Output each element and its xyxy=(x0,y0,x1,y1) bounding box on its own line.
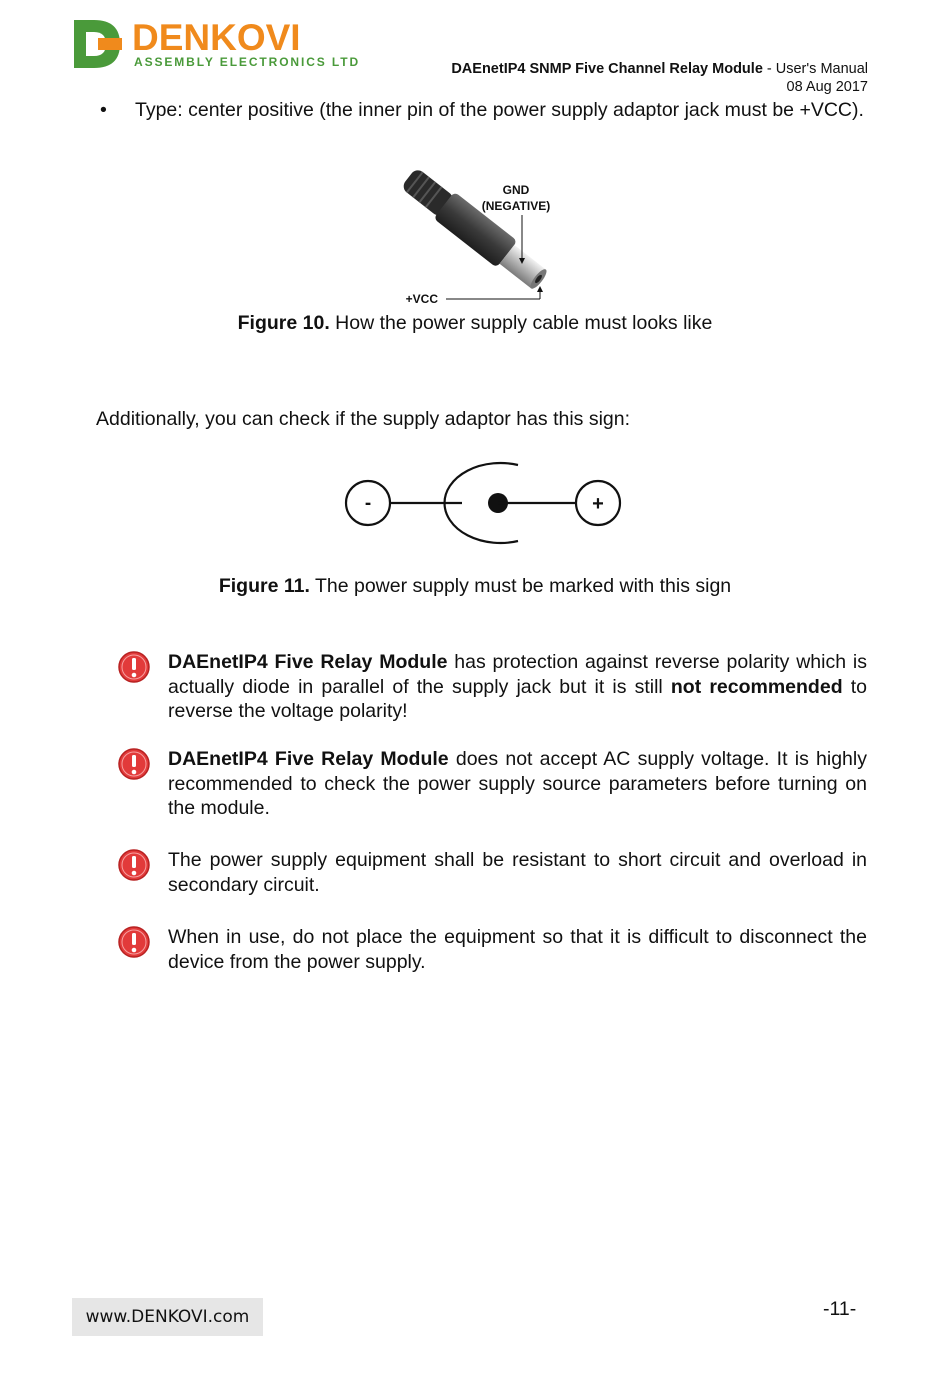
bullet-text: Type: center positive (the inner pin of the power supply adaptor jack must be +VCC). xyxy=(135,99,864,121)
warning-item xyxy=(115,848,867,897)
logo-tagline: ASSEMBLY ELECTRONICS LTD xyxy=(134,55,361,69)
minus-sign: - xyxy=(364,493,372,514)
warning-icon xyxy=(117,650,151,684)
figure-10-caption xyxy=(0,312,950,335)
vcc-label: +VCC xyxy=(405,292,438,306)
logo-name: DENKOVI xyxy=(132,17,301,58)
doc-title-bold: DAEnetIP4 SNMP Five Channel Relay Module xyxy=(451,61,763,77)
warning-body: to reverse the voltage polarity! xyxy=(168,675,867,722)
negative-label: (NEGATIVE) xyxy=(481,199,551,213)
figure-10-text: How the power supply cable must looks like xyxy=(329,312,713,334)
doc-title-rest: - User's Manual xyxy=(762,61,868,77)
page-number: -11- xyxy=(823,1298,857,1320)
warning-item xyxy=(115,747,867,821)
warning-item xyxy=(115,650,867,724)
bullet-marker: • xyxy=(100,99,107,121)
warning-body: does not accept AC supply voltage. It is highly recommended to check the power supply source parameters before turning on the module. xyxy=(168,748,867,819)
footer-website-link[interactable]: www.DENKOVI.com xyxy=(72,1298,263,1336)
header-doc-info xyxy=(451,60,868,96)
figure-11-number: Figure 11. xyxy=(218,575,310,597)
figure-11-text: The power supply must be marked with this sign xyxy=(309,575,732,597)
warning-text xyxy=(168,747,867,821)
warning-bold: DAEnetIP4 Five Relay Module xyxy=(168,651,448,673)
warning-body: has protection against reverse polarity which is actually diode in parallel of the supply jack but it is still xyxy=(168,651,867,698)
warning-text: When in use, do not place the equipment so that it is difficult to disconnect the device from the power supply. xyxy=(168,926,867,973)
figure-11-caption xyxy=(0,575,950,598)
warning-icon xyxy=(117,848,151,882)
doc-date: 08 Aug 2017 xyxy=(786,79,868,95)
warning-text xyxy=(168,650,867,724)
bullet-item xyxy=(100,98,868,122)
warning-item xyxy=(115,925,867,974)
warning-bold: not recommended xyxy=(670,675,843,698)
warning-text: The power supply equipment shall be resistant to short circuit and overload in secondary circuit. xyxy=(168,849,867,896)
paragraph-text: Additionally, you can check if the supply adaptor has this sign: xyxy=(96,408,631,430)
warning-icon xyxy=(117,747,151,781)
warning-icon xyxy=(117,925,151,959)
power-plug-figure xyxy=(380,172,580,307)
figure-10-number: Figure 10. xyxy=(237,312,330,334)
warning-bold: DAEnetIP4 Five Relay Module xyxy=(168,748,449,770)
plus-sign: + xyxy=(592,493,604,515)
denkovi-logo xyxy=(72,14,361,74)
polarity-symbol-figure xyxy=(335,455,635,550)
gnd-label: GND xyxy=(502,183,530,197)
